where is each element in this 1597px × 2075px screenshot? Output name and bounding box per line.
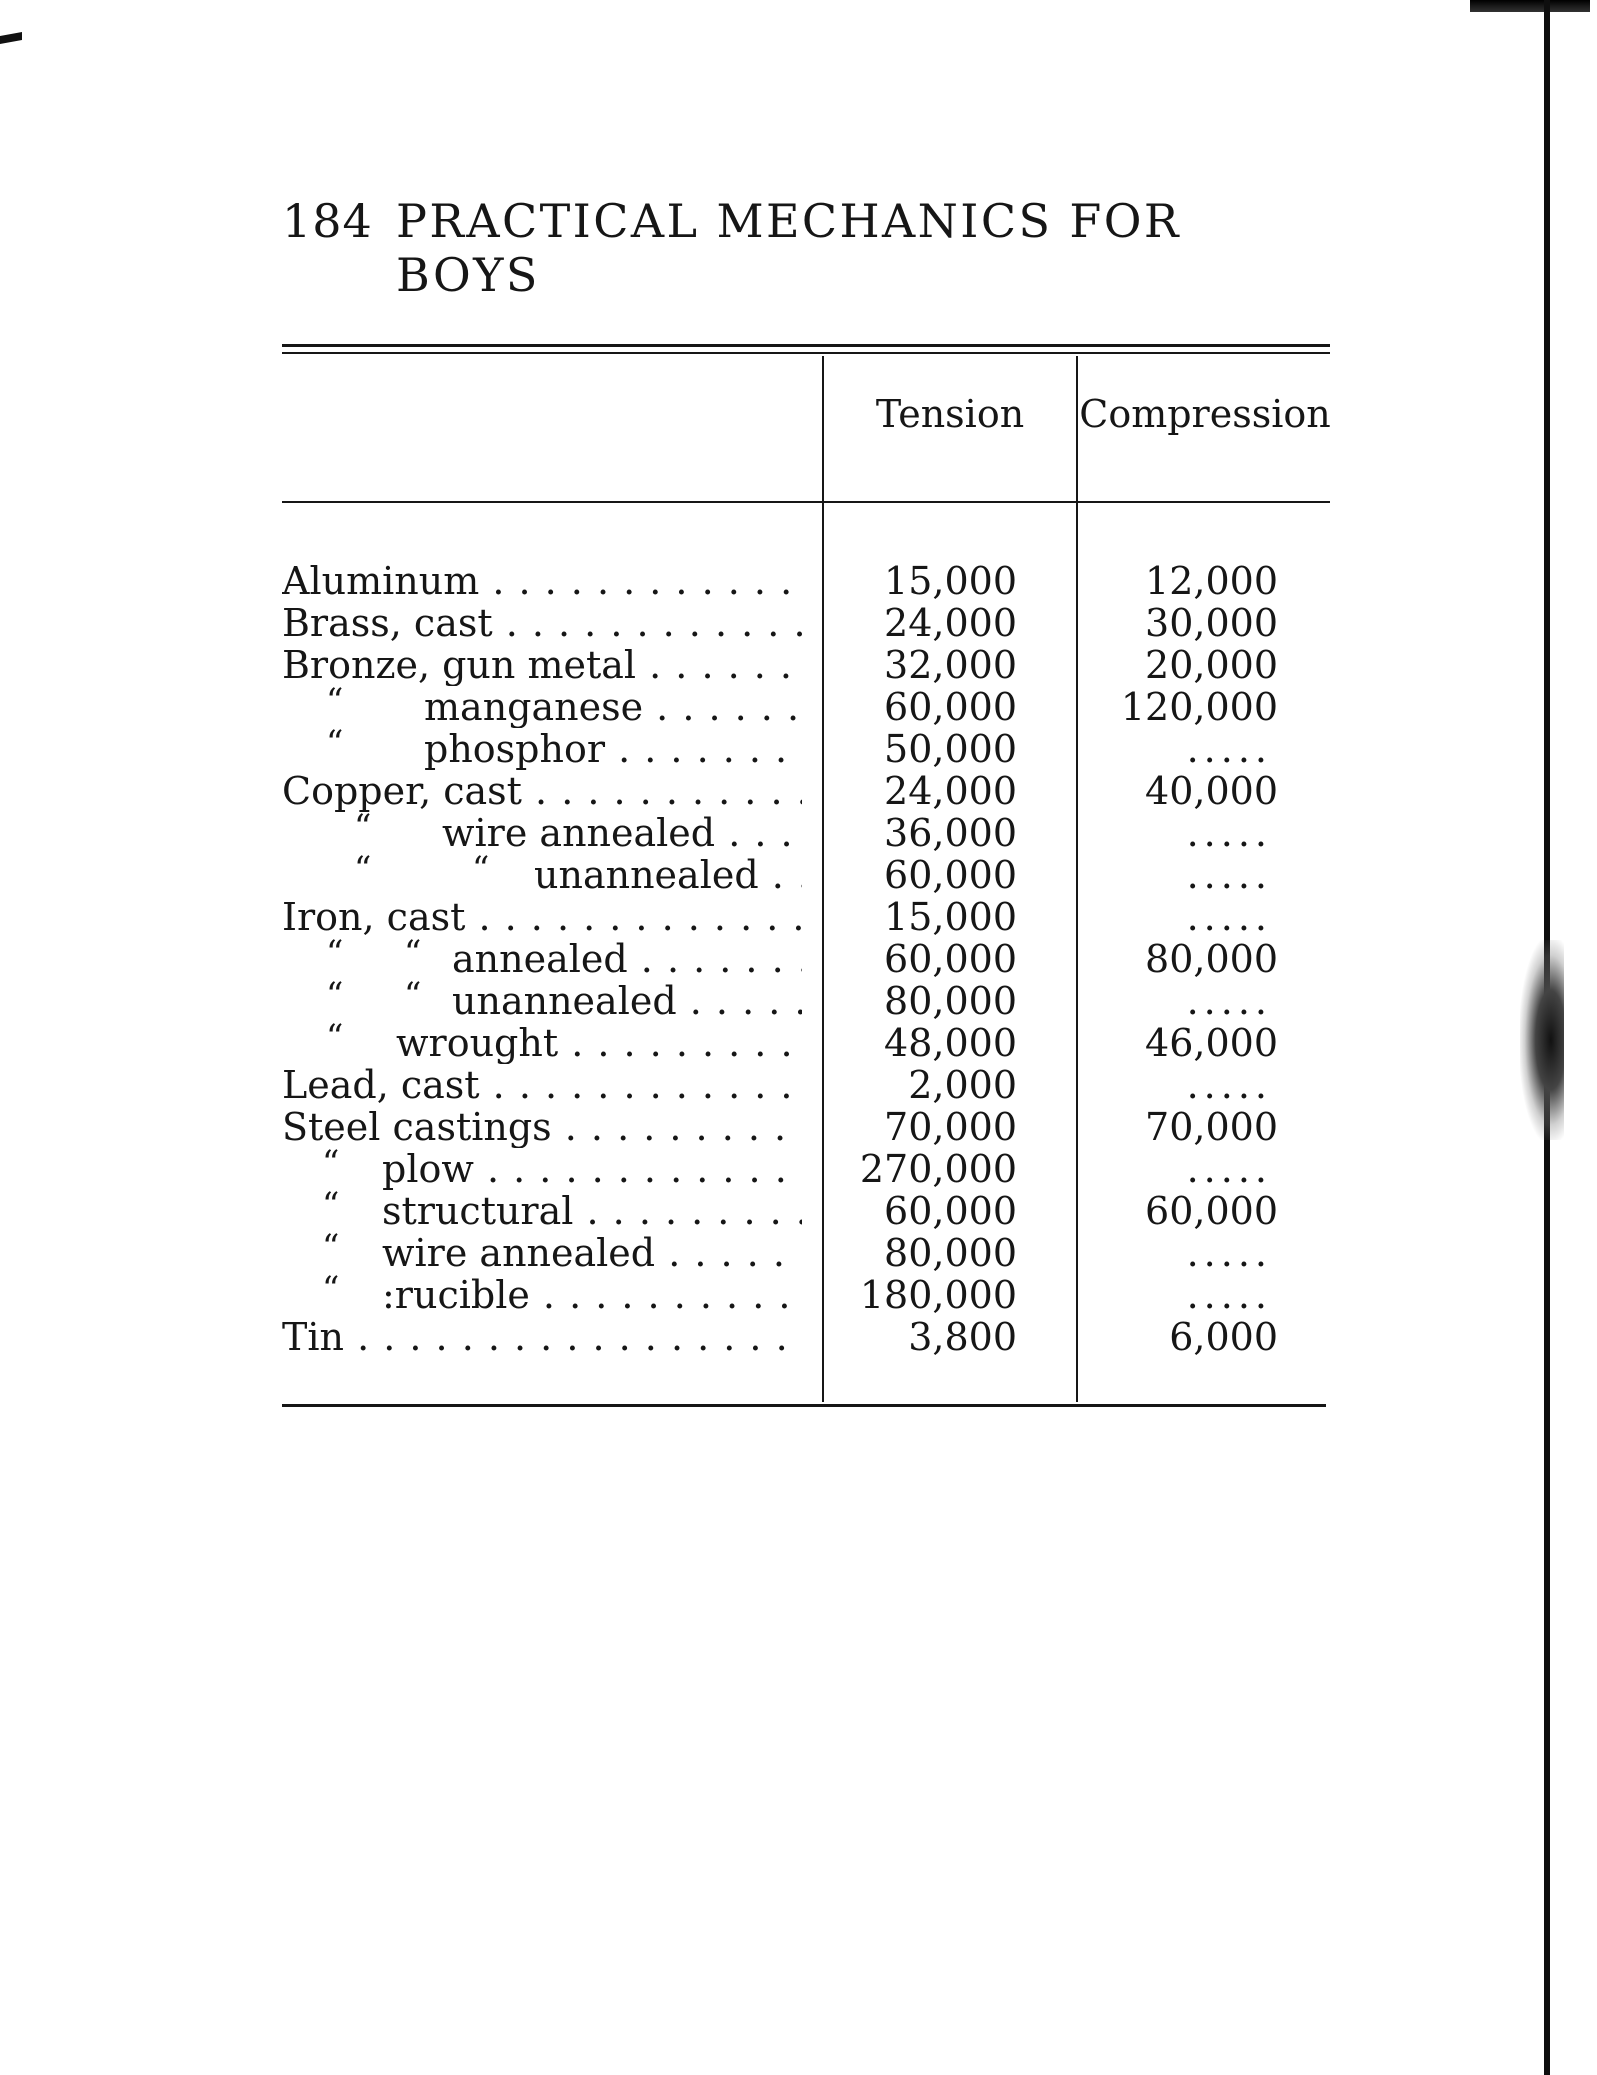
material-label: unannealed <box>452 980 677 1022</box>
material-label: Brass, cast <box>282 602 493 644</box>
column-header-tension: Tension <box>875 392 1025 436</box>
tension-value: 180,000 <box>859 1273 1017 1317</box>
tension-value: 36,000 <box>884 811 1017 855</box>
tension-value: 270,000 <box>859 1147 1017 1191</box>
tension-value: 3,800 <box>908 1315 1017 1359</box>
compression-value: ..... <box>1186 979 1272 1023</box>
ditto-mark: “ <box>322 1227 340 1267</box>
table-row <box>282 1227 1332 1275</box>
tension-value: 80,000 <box>884 979 1017 1023</box>
material-label: manganese <box>424 686 644 728</box>
header-rule <box>282 501 1330 503</box>
page-header <box>282 194 1332 302</box>
material-label: Aluminum <box>282 560 480 602</box>
table-row <box>282 1143 1332 1191</box>
table-row <box>282 644 1332 686</box>
table-row <box>282 1106 1332 1148</box>
material-label: phosphor <box>424 728 606 770</box>
ditto-mark: “ <box>322 1143 340 1183</box>
material-label: Copper, cast <box>282 770 522 812</box>
ditto-mark: “ <box>326 933 344 973</box>
tension-value: 60,000 <box>884 1189 1017 1233</box>
tension-value: 2,000 <box>908 1063 1017 1107</box>
table-row <box>282 849 1332 897</box>
table-top-rule-inner <box>282 352 1330 354</box>
tension-value: 60,000 <box>884 685 1017 729</box>
compression-value: ..... <box>1186 1273 1272 1317</box>
tension-value: 24,000 <box>884 769 1017 813</box>
table-row <box>282 1017 1332 1065</box>
scan-edge-top <box>1470 0 1590 12</box>
table-row <box>282 723 1332 771</box>
material-label: Lead, cast <box>282 1064 480 1106</box>
table-row <box>282 933 1332 981</box>
compression-value: ..... <box>1186 895 1272 939</box>
table-row <box>282 770 1332 812</box>
table-row <box>282 1316 1332 1358</box>
table-top-rule <box>282 344 1330 347</box>
material-label: structural <box>382 1190 574 1232</box>
tension-value: 70,000 <box>884 1105 1017 1149</box>
material-label: annealed <box>452 938 628 980</box>
compression-value: 20,000 <box>1145 643 1278 687</box>
material-label: plow <box>382 1148 474 1190</box>
material-label: Steel castings <box>282 1106 552 1148</box>
compression-value: 12,000 <box>1145 559 1278 603</box>
table-row <box>282 560 1332 602</box>
compression-value: 30,000 <box>1145 601 1278 645</box>
column-header-compression: Compression <box>1079 392 1331 436</box>
table-body <box>282 560 1332 1358</box>
table-row <box>282 1064 1332 1106</box>
compression-value: 80,000 <box>1145 937 1278 981</box>
tension-value: 60,000 <box>884 853 1017 897</box>
compression-value: ..... <box>1186 811 1272 855</box>
material-label: unannealed <box>534 854 759 896</box>
ditto-mark: “ <box>326 681 344 721</box>
ditto-mark: “ <box>354 849 372 889</box>
ditto-mark: “ <box>326 975 344 1015</box>
material-label: Iron, cast <box>282 896 466 938</box>
table-row <box>282 681 1332 729</box>
ditto-mark: “ <box>322 1185 340 1225</box>
material-label: wrought <box>396 1022 559 1064</box>
material-label: wire annealed <box>442 812 716 854</box>
ditto-mark: “ <box>404 933 422 973</box>
table-row <box>282 602 1332 644</box>
compression-value: 6,000 <box>1169 1315 1278 1359</box>
tension-value: 48,000 <box>884 1021 1017 1065</box>
compression-value: ..... <box>1186 727 1272 771</box>
material-label: wire annealed <box>382 1232 656 1274</box>
tension-value: 32,000 <box>884 643 1017 687</box>
compression-value: ..... <box>1186 1063 1272 1107</box>
ditto-mark: “ <box>326 723 344 763</box>
tension-value: 80,000 <box>884 1231 1017 1275</box>
material-label: Tin <box>282 1316 344 1358</box>
table-row <box>282 1269 1332 1317</box>
table-row <box>282 975 1332 1023</box>
table-bottom-rule <box>282 1404 1326 1407</box>
scan-margin-mark <box>0 32 22 44</box>
ditto-mark: “ <box>472 849 490 889</box>
table-row <box>282 1185 1332 1233</box>
scan-edge-smudge <box>1520 940 1564 1140</box>
table-row <box>282 807 1332 855</box>
compression-value: 40,000 <box>1145 769 1278 813</box>
material-label: :rucible <box>382 1274 530 1316</box>
compression-value: 46,000 <box>1145 1021 1278 1065</box>
tension-value: 60,000 <box>884 937 1017 981</box>
tension-value: 50,000 <box>884 727 1017 771</box>
tension-value: 24,000 <box>884 601 1017 645</box>
ditto-mark: “ <box>354 807 372 847</box>
compression-value: 70,000 <box>1145 1105 1278 1149</box>
ditto-mark: “ <box>404 975 422 1015</box>
compression-value: ..... <box>1186 1231 1272 1275</box>
ditto-mark: “ <box>322 1269 340 1309</box>
compression-value: 120,000 <box>1120 685 1278 729</box>
page-number: 184 <box>282 194 373 248</box>
tension-value: 15,000 <box>884 895 1017 939</box>
compression-value: ..... <box>1186 853 1272 897</box>
ditto-mark: “ <box>326 1017 344 1057</box>
material-label: Bronze, gun metal <box>282 644 637 686</box>
table-row <box>282 896 1332 938</box>
compression-value: 60,000 <box>1145 1189 1278 1233</box>
tension-value: 15,000 <box>884 559 1017 603</box>
running-title: PRACTICAL MECHANICS FOR BOYS <box>396 194 1181 302</box>
compression-value: ..... <box>1186 1147 1272 1191</box>
